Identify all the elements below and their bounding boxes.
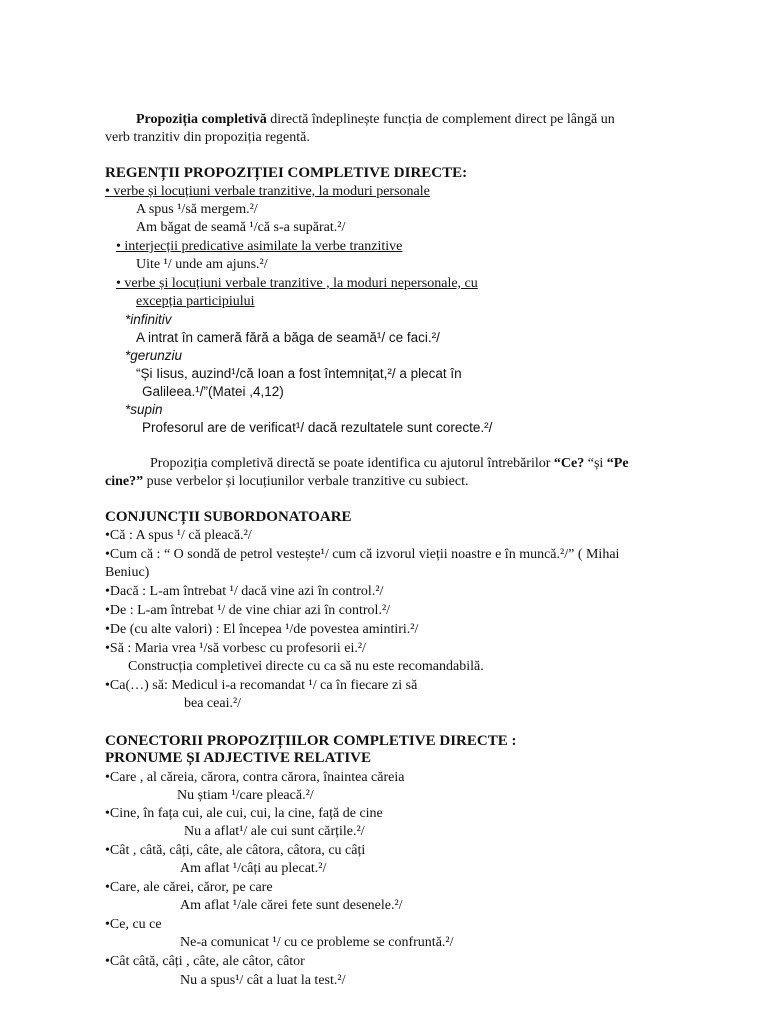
note-text: Construcția completivei directe cu ca să nu este recomandabilă. xyxy=(128,659,484,674)
bullet-moduri-nepersonale-cont: excepția participiului xyxy=(136,294,255,309)
identification-line-2 xyxy=(105,473,469,491)
conjunction-item: •Că : A spus ¹/ că pleacă.²/ xyxy=(105,528,252,543)
question-pe: “Pe xyxy=(606,456,629,471)
example-line: Nu a aflat¹/ ale cui sunt cărțile.²/ xyxy=(184,824,365,839)
conjunction-item: •De (cu alte valori) : El începea ¹/de povestea amintiri.²/ xyxy=(105,622,419,637)
example-line: Ne-a comunicat ¹/ cu ce probleme se confruntă.²/ xyxy=(180,935,454,950)
pronoun-item: •Cât , câtă, câți, câte, ale câtora, câtora, cu câți xyxy=(105,843,366,858)
bullet-verbe-moduri-personale: • verbe și locuțiuni verbale tranzitive, la moduri personale xyxy=(105,184,430,199)
bullet-interjectii: • interjecții predicative asimilate la verbe tranzitive xyxy=(116,239,403,254)
identification-text: Propoziția completivă directă se poate identifica cu ajutorul întrebărilor xyxy=(150,456,554,471)
conjunction-item: •Ca(…) să: Medicul i-a recomandat ¹/ ca în fiecare zi să xyxy=(105,678,418,693)
identification-line-1 xyxy=(150,455,629,473)
example-line: Am băgat de seamă ¹/că s-a supărat.²/ xyxy=(136,220,346,235)
example-line: A intrat în cameră fără a băga de seamă¹/ ce faci.²/ xyxy=(136,330,440,345)
pronoun-item: •Care , al căreia, cărora, contra cărora, înaintea căreia xyxy=(105,770,405,785)
example-line: A spus ¹/să mergem.²/ xyxy=(136,202,258,217)
example-line: Nu a spus¹/ cât a luat la test.²/ xyxy=(180,973,346,988)
conjunction-item: •Cum că : “ O sondă de petrol vestește¹/ cum că izvorul vieții noastre e în muncă.²/” ( Mihai xyxy=(105,547,620,562)
example-line: “Și Iisus, auzind¹/că Ioan a fost întemnițat,²/ a plecat în xyxy=(136,366,462,381)
pronoun-item: •Ce, cu ce xyxy=(105,917,162,932)
intro-line-2: verb tranzitiv din propoziția regentă. xyxy=(105,130,310,145)
example-line: Profesorul are de verificat¹/ dacă rezultatele sunt corecte.²/ xyxy=(142,420,493,435)
pronoun-item: •Care, ale cărei, căror, pe care xyxy=(105,880,273,895)
pronoun-item: •Cât câtă, câți , câte, ale câtor, câtor xyxy=(105,954,305,969)
example-line: Uite ¹/ unde am ajuns.²/ xyxy=(136,257,268,272)
identification-connector: “și xyxy=(584,456,607,471)
conjunction-item-cont: bea ceai.²/ xyxy=(184,696,242,711)
term-bold: Propoziția completivă xyxy=(136,112,267,127)
example-line: Am aflat ¹/câți au plecat.²/ xyxy=(180,861,327,876)
example-line: Galileea.¹/”(Matei ,4,12) xyxy=(142,384,284,399)
intro-line-1 xyxy=(136,111,615,129)
conjunction-item: •Dacă : L-am întrebat ¹/ dacă vine azi în control.²/ xyxy=(105,584,384,599)
question-ce: “Ce? xyxy=(553,456,585,471)
label-supin: *supin xyxy=(125,402,163,417)
intro-text: directă îndeplinește funcția de complement direct pe lângă un xyxy=(266,112,615,127)
section-heading-conectori: CONECTORII PROPOZIȚIILOR COMPLETIVE DIRECTE : xyxy=(105,733,517,749)
example-line: Am aflat ¹/ale cărei fete sunt desenele.²/ xyxy=(180,898,403,913)
section-heading-conjunctii: CONJUNCȚII SUBORDONATOARE xyxy=(105,509,352,525)
label-gerunziu: *gerunziu xyxy=(125,348,183,363)
conjunction-item: •Să : Maria vrea ¹/să vorbesc cu profesorii ei.²/ xyxy=(105,641,366,656)
pronoun-item: •Cine, în fața cui, ale cui, cui, la cine, față de cine xyxy=(105,806,383,821)
label-infinitiv: *infinitiv xyxy=(125,312,172,327)
section-subheading-pronume: PRONUME ȘI ADJECTIVE RELATIVE xyxy=(105,750,372,766)
conjunction-item-cont: Beniuc) xyxy=(105,565,150,580)
identification-text: puse verbelor și locuțiunilor verbale tranzitive cu subiect. xyxy=(143,474,469,489)
bullet-moduri-nepersonale: • verbe și locuțiuni verbale tranzitive , la moduri nepersonale, cu xyxy=(116,276,478,291)
question-cine: cine?” xyxy=(105,474,144,489)
conjunction-item: •De : L-am întrebat ¹/ de vine chiar azi în control.²/ xyxy=(105,603,391,618)
example-line: Nu știam ¹/care pleacă.²/ xyxy=(177,788,314,803)
section-heading-regentii: REGENȚII PROPOZIȚIEI COMPLETIVE DIRECTE: xyxy=(105,165,468,181)
